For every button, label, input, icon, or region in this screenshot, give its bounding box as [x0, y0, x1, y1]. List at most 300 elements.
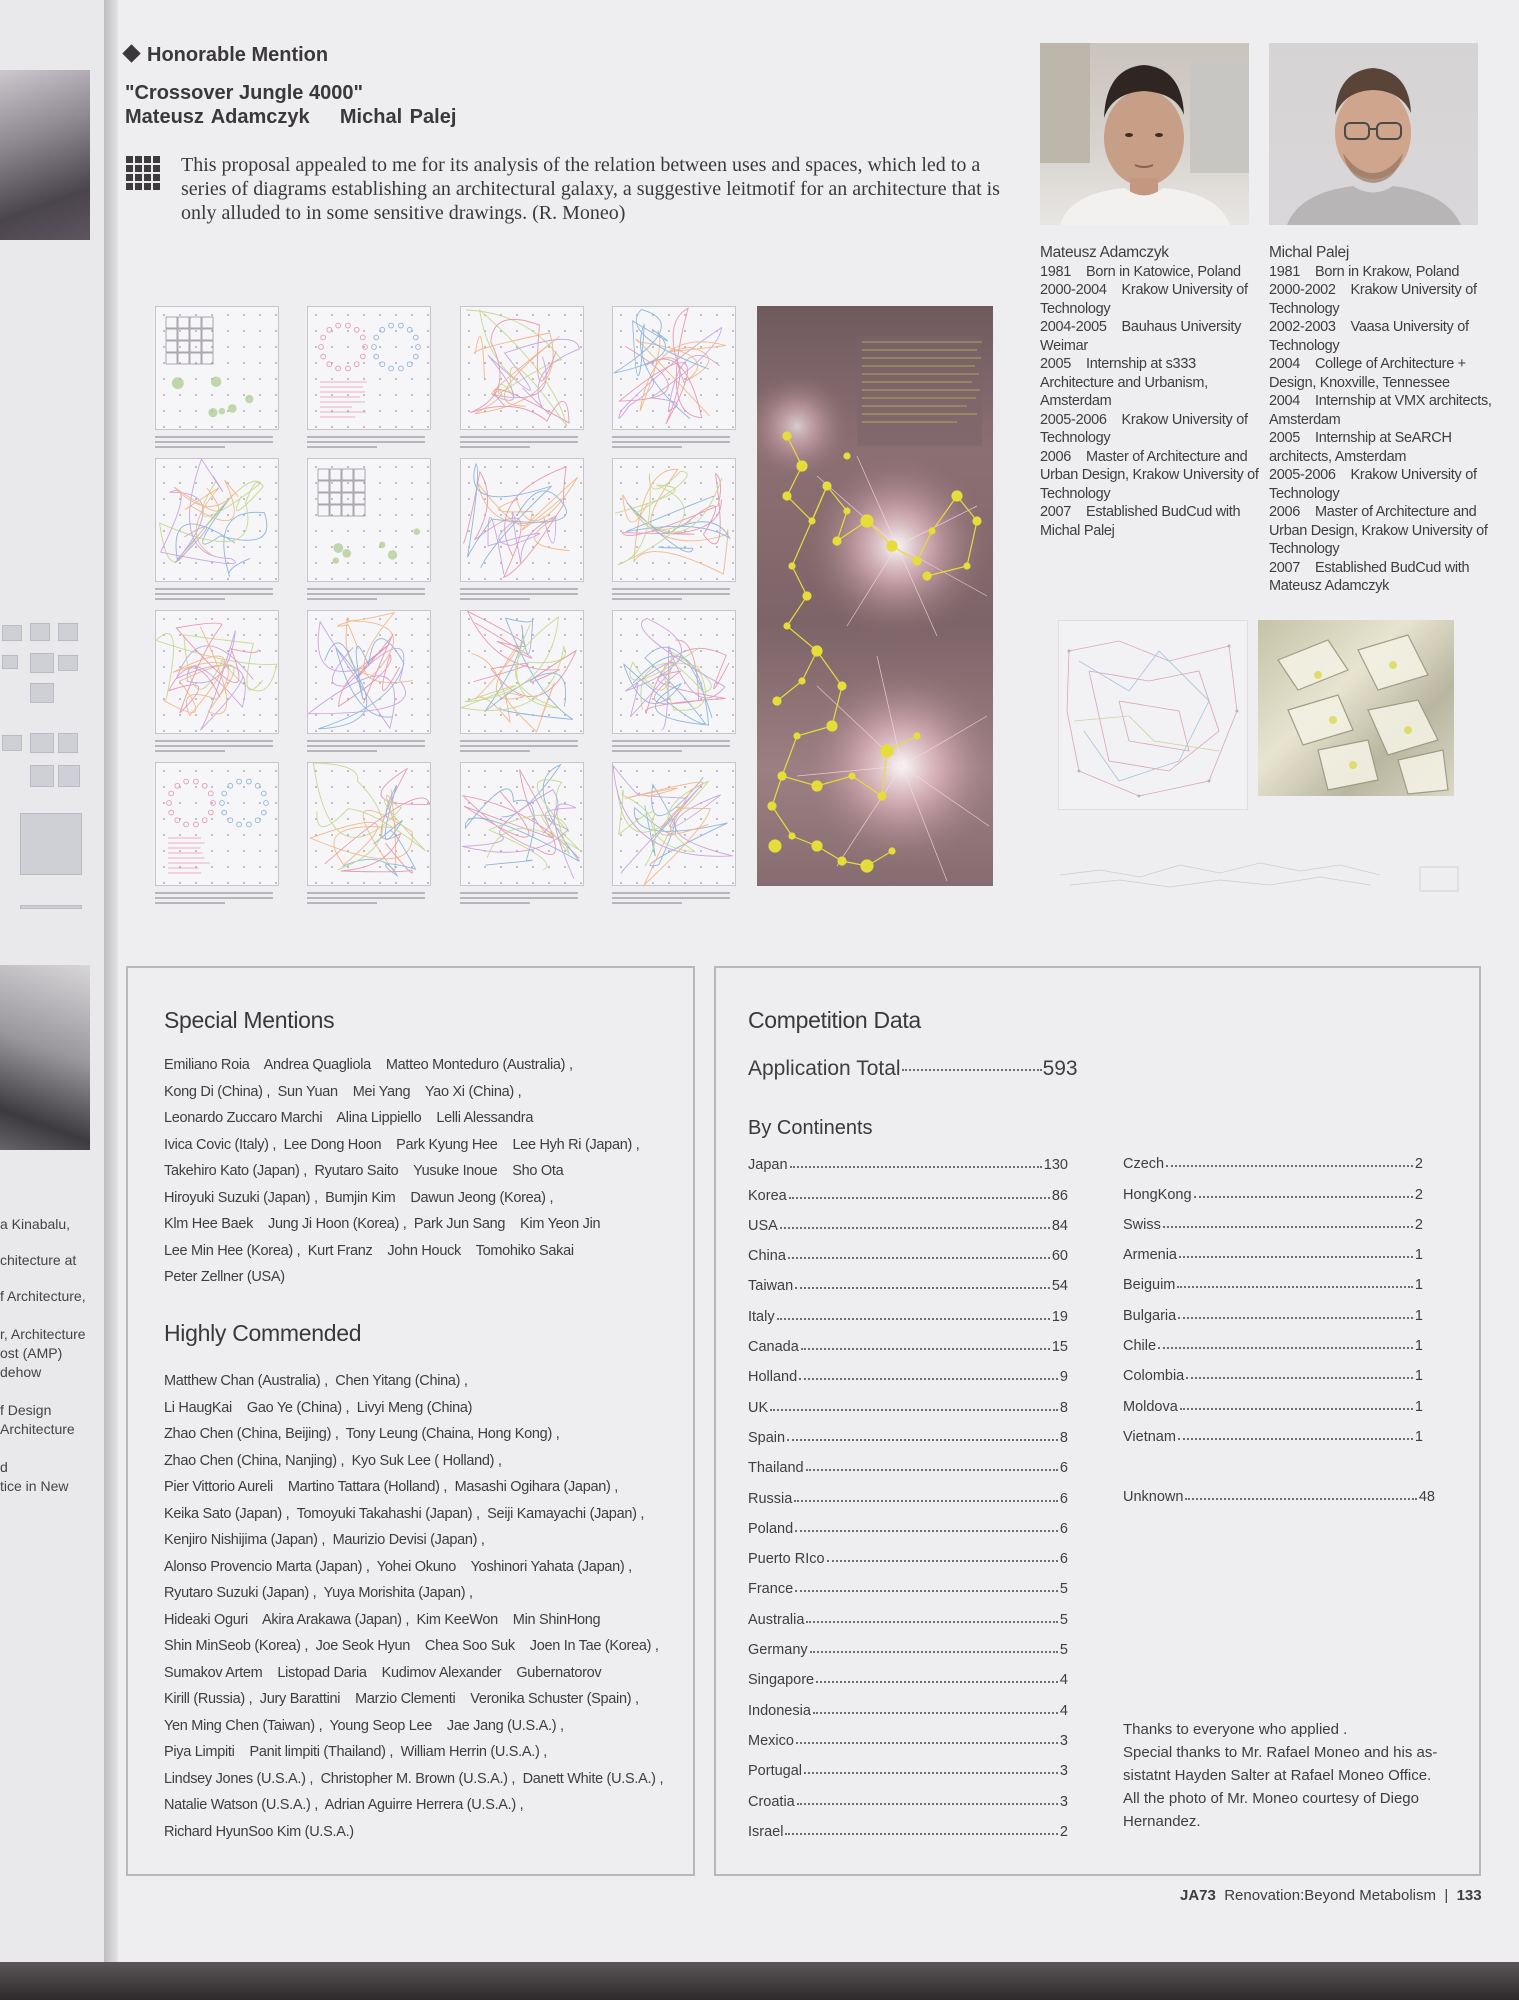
diagram-caption-line [307, 436, 425, 438]
country-name: Portugal [748, 1763, 803, 1780]
country-name: Beiguim [1123, 1277, 1176, 1294]
galaxy-illustration [757, 306, 993, 886]
country-name: Australia [748, 1611, 805, 1628]
country-count: 2 [1059, 1823, 1068, 1840]
diagram-caption-line [155, 902, 225, 904]
diagram-caption-line [612, 593, 730, 595]
country-name: Unknown [1123, 1489, 1184, 1506]
mention-line: Takehiro Kato (Japan) , Ryutaro Saito Yusuke Inoue Sho Ota [164, 1163, 564, 1179]
country-name: Singapore [748, 1672, 815, 1689]
country-count: 4 [1059, 1672, 1068, 1689]
leader-dots [796, 1742, 1058, 1744]
diagram-caption-line [307, 902, 377, 904]
diagram-figure [460, 306, 584, 430]
commended-line: Kenjiro Nishijima (Japan) , Maurizio Devisi (Japan) , [164, 1532, 485, 1548]
country-name: HongKong [1123, 1186, 1192, 1203]
country-count: 48 [1418, 1489, 1435, 1506]
special-mentions-list [164, 1052, 684, 1291]
commended-line: Shin MinSeob (Korea) , Joe Seok Hyun Chea Soo Suk Joen In Tae (Korea) , [164, 1638, 659, 1654]
country-row [748, 1446, 1068, 1476]
country-count: 1 [1414, 1247, 1423, 1264]
country-row [748, 1719, 1068, 1749]
leader-dots [816, 1681, 1058, 1683]
diagram-caption-line [155, 897, 273, 899]
country-row [748, 1143, 1068, 1173]
country-name: France [748, 1581, 794, 1598]
diagram-caption-line [612, 436, 730, 438]
country-row [748, 1688, 1068, 1718]
diagram-caption-line [612, 897, 730, 899]
leader-dots [797, 1803, 1058, 1805]
diagram-figure [460, 610, 584, 734]
country-name: Vietnam [1123, 1428, 1176, 1445]
adjacent-portrait-photo-2 [0, 965, 90, 1150]
diagram-figure [612, 458, 736, 582]
country-name: Moldova [1123, 1398, 1178, 1415]
country-count: 60 [1051, 1248, 1068, 1265]
diagram-caption-line [460, 436, 578, 438]
diagram-caption-line [612, 588, 730, 590]
diagram-figure [612, 610, 736, 734]
country-row [748, 1385, 1068, 1415]
adjacent-text: r, Architecture [0, 1326, 86, 1342]
country-name: Chile [1123, 1338, 1157, 1355]
commended-line: Kirill (Russia) , Jury Barattini Marzio Clementi Veronika Schuster (Spain) , [164, 1691, 639, 1707]
country-name: Germany [748, 1642, 808, 1659]
diagram-figure [612, 306, 736, 430]
bio-mateusz-adamczyk [1040, 244, 1265, 540]
diagram-caption-line [155, 745, 273, 747]
country-count: 1 [1414, 1277, 1423, 1294]
diagram-caption-line [155, 740, 273, 742]
commended-line: Li HaugKai Gao Ye (China) , Livyi Meng (China) [164, 1399, 473, 1416]
diagram-caption-line [612, 902, 682, 904]
leader-dots [804, 1772, 1058, 1774]
diagram-caption-line [460, 598, 530, 600]
honorable-mention-heading [125, 44, 328, 67]
diagram-figure [307, 306, 431, 430]
country-count: 6 [1059, 1490, 1068, 1507]
portrait-mateusz-adamczyk [1040, 43, 1249, 225]
country-row [748, 1628, 1068, 1658]
thanks-line: sistatnt Hayden Salter at Rafael Moneo Office. [1123, 1767, 1432, 1784]
special-mentions-heading: Special Mentions [164, 1007, 335, 1033]
work-title: "Crossover Jungle 4000" [125, 82, 363, 104]
adjacent-text: Architecture [0, 1421, 75, 1437]
diagram-caption-line [612, 750, 682, 752]
bio-line: 1981 Born in Katowice, Poland [1040, 263, 1241, 280]
competition-data-heading: Competition Data [748, 1007, 921, 1033]
diagram-figure [155, 306, 279, 430]
diagram-caption-line [460, 897, 578, 899]
commended-line: Zhao Chen (China, Nanjing) , Kyo Suk Lee ( Holland) , [164, 1452, 502, 1469]
country-count: 5 [1059, 1581, 1068, 1598]
country-row [748, 1204, 1068, 1234]
country-row [1123, 1354, 1423, 1384]
bio-line: 2004 College of Architecture + Design, Knoxville, Tennessee [1269, 356, 1470, 391]
commended-line: Matthew Chan (Australia) , Chen Yitang (China) , [164, 1373, 468, 1389]
country-count: 8 [1059, 1399, 1068, 1416]
country-name: Israel [748, 1823, 784, 1840]
adjacent-text: d [0, 1459, 8, 1475]
leader-dots [1194, 1196, 1413, 1198]
adjacent-text: a Kinabalu, [0, 1216, 71, 1232]
country-name: Swiss [1123, 1216, 1161, 1233]
mention-line: Lee Min Hee (Korea) , Kurt Franz John Houck Tomohiko Sakai [164, 1242, 574, 1259]
country-row [748, 1325, 1068, 1355]
country-name: Poland [748, 1520, 794, 1537]
leader-dots [785, 1833, 1057, 1835]
diagram-figure [307, 458, 431, 582]
leader-dots [790, 1166, 1042, 1168]
diagram-caption-line [460, 441, 578, 443]
commended-line: Hideaki Oguri Akira Arakawa (Japan) , Kim KeeWon Min ShinHong [164, 1611, 601, 1628]
leader-dots [1179, 1256, 1413, 1258]
adjacent-page [0, 0, 112, 1965]
footer-title: Renovation:Beyond Metabolism [1224, 1887, 1436, 1904]
bio-line: 2005 Internship at SeARCH architects, Amsterdam [1269, 430, 1456, 465]
leader-dots [795, 1287, 1050, 1289]
grid-icon [126, 156, 160, 190]
mention-line: Leonardo Zuccaro Marchi Alina Lippiello Lelli Alessandra [164, 1110, 534, 1126]
bio-line: 1981 Born in Krakow, Poland [1269, 263, 1460, 280]
country-count: 19 [1051, 1308, 1068, 1325]
leader-dots [1177, 1286, 1413, 1288]
country-count: 15 [1051, 1339, 1068, 1356]
country-row [1123, 1324, 1423, 1354]
leader-dots [1178, 1438, 1413, 1440]
highly-commended-list [164, 1368, 684, 1845]
country-name: Mexico [748, 1732, 794, 1749]
model-photo [1258, 620, 1454, 796]
country-row [748, 1173, 1068, 1203]
country-row [748, 1507, 1068, 1537]
bio-line: 2005-2006 Krakow University of Technology [1040, 411, 1252, 446]
country-count: 1 [1414, 1338, 1423, 1355]
section-drawing [1060, 825, 1460, 895]
diagram-caption-line [612, 740, 730, 742]
country-name: Spain [748, 1429, 786, 1446]
diagram-caption-line [307, 446, 377, 448]
diagram-caption-line [155, 892, 273, 894]
mention-line: Emiliano Roia Andrea Quagliola Matteo Monteduro (Australia) , [164, 1057, 573, 1073]
country-count: 1 [1414, 1307, 1423, 1324]
diagram-caption-line [307, 588, 425, 590]
mention-line: Peter Zellner (USA) [164, 1269, 285, 1285]
country-row [1123, 1415, 1423, 1445]
adjacent-text: chitecture at [0, 1252, 77, 1268]
adjacent-text: tice in New [0, 1478, 69, 1494]
application-total-dots [902, 1069, 1042, 1071]
juror-quote: This proposal appealed to me for its analysis of the relation between uses and spaces, which led to a series of diagrams establishing an architectural galaxy, a suggestive leitmotif for an architecture that is only alluded to in some sensitive drawings. (R. Moneo) [181, 154, 1000, 224]
diagram-caption-line [155, 588, 273, 590]
country-row [748, 1597, 1068, 1627]
diagram-caption-line [460, 588, 578, 590]
diagram-caption-line [155, 436, 273, 438]
diagram-caption-line [460, 740, 578, 742]
adjacent-text: ost (AMP) [0, 1345, 63, 1361]
bio-line: 2007 Established BudCud with Mateusz Adamczyk [1269, 559, 1474, 594]
country-row [1123, 1233, 1423, 1263]
country-count: 3 [1059, 1732, 1068, 1749]
diagram-figure [307, 610, 431, 734]
diagram-caption-line [307, 892, 425, 894]
leader-dots [1185, 1498, 1416, 1500]
application-total-value: 593 [1042, 1057, 1078, 1080]
commended-line: Yen Ming Chen (Taiwan) , Young Seop Lee Jae Jang (U.S.A.) , [164, 1717, 564, 1734]
country-count: 86 [1051, 1187, 1068, 1204]
thanks-line: Special thanks to Mr. Rafael Moneo and his as- [1123, 1744, 1438, 1761]
bio-line: 2006 Master of Architecture and Urban Design, Krakow University of Technology [1269, 504, 1492, 557]
country-name: Taiwan [748, 1278, 794, 1295]
country-name: Korea [748, 1187, 787, 1204]
commended-line: Pier Vittorio Aureli Martino Tattara (Holland) , Masashi Ogihara (Japan) , [164, 1479, 618, 1495]
country-count: 4 [1059, 1702, 1068, 1719]
leader-dots [801, 1348, 1050, 1350]
commended-line: Zhao Chen (China, Beijing) , Tony Leung (Chaina, Hong Kong) , [164, 1426, 560, 1442]
bio-line: 2005-2006 Krakow University of Technology [1269, 467, 1481, 502]
country-name: China [748, 1248, 786, 1265]
leader-dots [1166, 1165, 1413, 1167]
country-count: 2 [1414, 1156, 1423, 1173]
bio-line: 2004 Internship at VMX architects, Amsterdam [1269, 393, 1495, 428]
mention-line: Ivica Covic (Italy) , Lee Dong Hoon Park Kyung Hee Lee Hyh Ri (Japan) , [164, 1136, 640, 1153]
country-row [748, 1355, 1068, 1385]
country-row [748, 1567, 1068, 1597]
leader-dots [780, 1227, 1050, 1229]
country-count: 5 [1059, 1642, 1068, 1659]
country-row [1123, 1263, 1423, 1293]
country-name: Russia [748, 1490, 793, 1507]
country-count: 54 [1051, 1278, 1068, 1295]
commended-line: Natalie Watson (U.S.A.) , Adrian Aguirre Herrera (U.S.A.) , [164, 1797, 524, 1813]
diagram-caption-line [460, 593, 578, 595]
diagram-caption-line [460, 750, 530, 752]
commended-line: Piya Limpiti Panit limpiti (Thailand) , William Herrin (U.S.A.) , [164, 1744, 547, 1760]
country-row [748, 1264, 1068, 1294]
country-count: 6 [1059, 1460, 1068, 1477]
leader-dots [1158, 1347, 1413, 1349]
adjacent-text: f Design [0, 1402, 52, 1418]
diagram-caption-line [307, 745, 425, 747]
diagram-caption-line [155, 441, 273, 443]
leader-dots [806, 1469, 1058, 1471]
leader-dots [813, 1712, 1058, 1714]
country-name: Puerto RIco [748, 1551, 825, 1568]
leader-dots [1180, 1408, 1413, 1410]
country-name: Canada [748, 1339, 799, 1356]
adjacent-text: f Architecture, [0, 1288, 86, 1304]
bio-line: 2006 Master of Architecture and Urban Design, Krakow University of Technology [1040, 448, 1263, 502]
footer-magazine: JA73 [1180, 1887, 1216, 1904]
diagram-caption-line [307, 750, 377, 752]
thanks-line: Hernandez. [1123, 1813, 1201, 1830]
leader-dots [795, 1590, 1058, 1592]
country-name: Italy [748, 1308, 775, 1325]
diagram-caption-line [460, 902, 530, 904]
commended-line: Richard HyunSoo Kim (U.S.A.) [164, 1823, 354, 1840]
bio-michal-palej [1269, 244, 1494, 596]
country-row [748, 1810, 1068, 1840]
leader-dots [770, 1409, 1058, 1411]
page-number: 133 [1456, 1887, 1482, 1904]
country-row [748, 1294, 1068, 1324]
leader-dots [799, 1378, 1058, 1380]
country-list-unknown [1123, 1475, 1435, 1505]
diagram-figure [460, 458, 584, 582]
country-name: Bulgaria [1123, 1307, 1177, 1324]
country-row [748, 1658, 1068, 1688]
thanks-line: Thanks to everyone who applied . [1123, 1721, 1348, 1738]
application-total-label: Application Total [748, 1057, 901, 1080]
diagram-caption-line [307, 897, 425, 899]
leader-dots [789, 1197, 1050, 1199]
leader-dots [1178, 1317, 1413, 1319]
country-count: 130 [1043, 1157, 1068, 1174]
footer-separator: | [1444, 1887, 1449, 1904]
portrait-michal-palej [1269, 43, 1478, 225]
diagram-caption-line [460, 745, 578, 747]
country-row [748, 1416, 1068, 1446]
diagram-caption-line [307, 740, 425, 742]
by-continents-heading: By Continents [748, 1117, 873, 1139]
commended-line: Sumakov Artem Listopad Daria Kudimov Alexander Gubernatorov [164, 1664, 602, 1681]
diagram-caption-line [612, 441, 730, 443]
commended-line: Alonso Provencio Marta (Japan) , Yohei Okuno Yoshinori Yahata (Japan) , [164, 1558, 632, 1575]
country-count: 6 [1059, 1551, 1068, 1568]
country-row [748, 1749, 1068, 1779]
thanks-note [1123, 1718, 1473, 1833]
diagram-caption-line [612, 892, 730, 894]
work-authors: Mateusz Adamczyk Michal Palej [125, 106, 457, 128]
country-name: USA [748, 1217, 778, 1234]
diagram-caption-line [612, 598, 682, 600]
country-name: Armenia [1123, 1247, 1177, 1264]
adjacent-text: dehow [0, 1364, 42, 1380]
leader-dots [810, 1651, 1058, 1653]
country-count: 1 [1414, 1368, 1423, 1385]
leader-dots [827, 1560, 1058, 1562]
diagram-caption-line [155, 446, 225, 448]
diagram-caption-line [155, 750, 225, 752]
country-row [1123, 1203, 1423, 1233]
country-row [1123, 1293, 1423, 1323]
thanks-line: All the photo of Mr. Moneo courtesy of Diego [1123, 1790, 1419, 1807]
diagram-figure [307, 762, 431, 886]
country-name: Croatia [748, 1793, 795, 1810]
site-plan-drawing [1058, 620, 1248, 810]
country-count: 2 [1414, 1186, 1423, 1203]
diagram-caption-line [612, 745, 730, 747]
mention-line: Klm Hee Baek Jung Ji Hoon (Korea) , Park Jun Sang Kim Yeon Jin [164, 1216, 601, 1232]
country-row [748, 1779, 1068, 1809]
leader-dots [1163, 1226, 1413, 1228]
application-total [748, 1057, 1078, 1081]
diamond-bullet-icon [122, 44, 140, 62]
country-count: 1 [1414, 1398, 1423, 1415]
leader-dots [788, 1257, 1050, 1259]
diagram-caption-line [612, 446, 682, 448]
leader-dots [787, 1439, 1058, 1441]
book-edge [0, 1962, 1519, 2000]
country-name: Indonesia [748, 1702, 811, 1719]
diagram-caption-line [460, 446, 530, 448]
country-row [1123, 1384, 1423, 1414]
honorable-mention-label: Honorable Mention [147, 44, 329, 66]
diagram-figure [155, 610, 279, 734]
galaxy-photo [757, 306, 993, 886]
bio-name: Michal Palej [1269, 244, 1349, 261]
diagram-caption-line [155, 593, 273, 595]
leader-dots [777, 1318, 1050, 1320]
page-footer [1180, 1887, 1482, 1904]
country-row [1123, 1142, 1423, 1172]
country-count: 6 [1059, 1520, 1068, 1537]
country-name: Czech [1123, 1156, 1165, 1173]
diagram-caption-line [307, 441, 425, 443]
commended-line: Ryutaro Suzuki (Japan) , Yuya Morishita (Japan) , [164, 1585, 473, 1601]
leader-dots [806, 1621, 1058, 1623]
diagram-caption-line [155, 598, 225, 600]
country-count: 1 [1414, 1428, 1423, 1445]
diagram-figure [155, 762, 279, 886]
country-name: Colombia [1123, 1368, 1185, 1385]
diagram-figure [155, 458, 279, 582]
country-row [1123, 1172, 1423, 1202]
country-row [748, 1537, 1068, 1567]
bio-line: 2002-2003 Vaasa University of Technology [1269, 319, 1473, 354]
country-name: Japan [748, 1157, 788, 1174]
bio-line: 2000-2002 Krakow University of Technology [1269, 282, 1481, 317]
commended-line: Lindsey Jones (U.S.A.) , Christopher M. Brown (U.S.A.) , Danett White (U.S.A.) , [164, 1770, 664, 1787]
bio-line: 2004-2005 Bauhaus University Weimar [1040, 319, 1245, 354]
country-count: 3 [1059, 1793, 1068, 1810]
bio-line: 2007 Established BudCud with Michal Palej [1040, 504, 1245, 539]
diagram-figure [460, 762, 584, 886]
country-list-column-1 [748, 1143, 1068, 1840]
country-count: 3 [1059, 1763, 1068, 1780]
leader-dots [1186, 1377, 1413, 1379]
country-count: 2 [1414, 1216, 1423, 1233]
diagram-caption-line [307, 593, 425, 595]
adjacent-thumbnails [0, 615, 90, 915]
country-row [1123, 1475, 1435, 1505]
mention-line: Kong Di (China) , Sun Yuan Mei Yang Yao Xi (China) , [164, 1083, 522, 1100]
country-row [748, 1476, 1068, 1506]
country-count: 9 [1059, 1369, 1068, 1386]
country-count: 5 [1059, 1611, 1068, 1628]
mention-line: Hiroyuki Suzuki (Japan) , Bumjin Kim Dawun Jeong (Korea) , [164, 1189, 554, 1206]
diagram-figure [612, 762, 736, 886]
country-name: Holland [748, 1369, 798, 1386]
highly-commended-heading: Highly Commended [164, 1320, 362, 1346]
commended-line: Keika Sato (Japan) , Tomoyuki Takahashi (Japan) , Seiji Kamayachi (Japan) , [164, 1505, 645, 1522]
adjacent-portrait-photo [0, 70, 90, 240]
diagram-caption-line [460, 892, 578, 894]
bio-name: Mateusz Adamczyk [1040, 244, 1169, 261]
country-row [748, 1234, 1068, 1264]
diagram-caption-line [307, 598, 377, 600]
country-name: Thailand [748, 1460, 804, 1477]
bio-line: 2000-2004 Krakow University of Technology [1040, 282, 1252, 317]
bio-line: 2005 Internship at s333 Architecture and Urbanism, Amsterdam [1040, 356, 1211, 409]
country-list-column-2 [1123, 1142, 1423, 1445]
page-gutter [104, 0, 118, 1965]
country-count: 8 [1059, 1429, 1068, 1446]
country-name: UK [748, 1399, 769, 1416]
leader-dots [795, 1530, 1058, 1532]
leader-dots [794, 1500, 1058, 1502]
